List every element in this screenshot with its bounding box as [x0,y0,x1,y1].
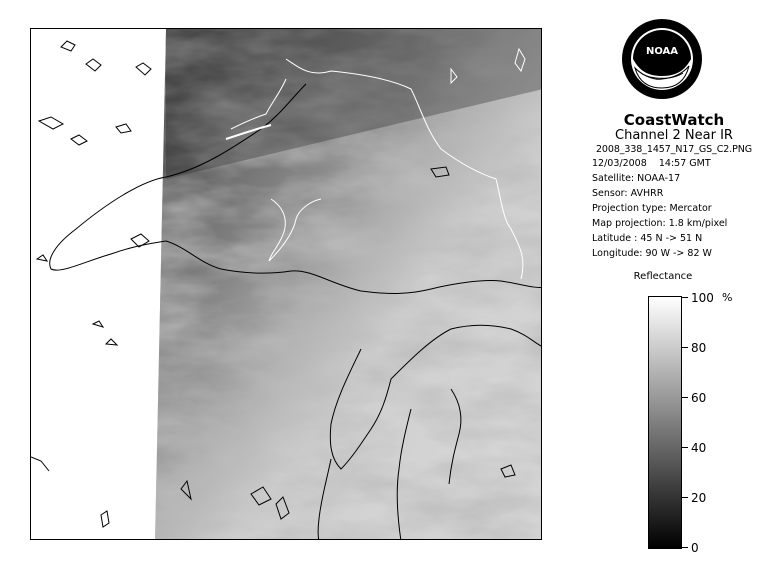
noaa-logo [621,18,703,100]
satellite-map [30,28,542,540]
colorbar-tick [682,447,688,448]
info-panel [568,112,780,261]
colorbar-title: Reflectance [633,271,693,282]
projection-type-line: Projection type: Mercator [592,203,712,214]
sensor-line: Sensor: AVHRR [592,188,664,199]
colorbar-tick-label: 60 [691,391,707,405]
colorbar-tick [682,297,688,298]
colorbar-tick [682,347,688,348]
colorbar-tick-label: 20 [691,491,707,505]
colorbar-tick [682,397,688,398]
datetime-line [568,156,780,171]
file-name: 2008_338_1457_N17_GS_C2.PNG [595,144,753,155]
colorbar-tick-label: 0 [691,541,699,555]
satellite-line: Satellite: NOAA-17 [592,173,681,184]
colorbar-tick [682,547,688,548]
logo-center-text: NOAA [645,46,679,57]
reflectance-colorbar [648,296,682,549]
colorbar-tick-label: 100 [691,291,714,305]
map-projection-line: Map projection: 1.8 km/pixel [592,218,728,229]
time-text: 14:57 GMT [658,158,711,169]
date-text: 12/03/2008 [592,158,647,169]
noaa-seal-icon [621,18,703,100]
latitude-line: Latitude : 45 N -> 51 N [592,233,703,244]
imagery-swath [155,29,542,540]
colorbar-tick [682,497,688,498]
channel-subtitle: Channel 2 Near IR [615,128,733,143]
longitude-line: Longitude: 90 W -> 82 W [592,248,712,259]
colorbar-tick-label: 40 [691,441,707,455]
brand-title: CoastWatch [623,111,725,129]
colorbar-tick-label: 80 [691,341,707,355]
colorbar-unit: % [722,291,733,304]
map-canvas [31,29,542,540]
